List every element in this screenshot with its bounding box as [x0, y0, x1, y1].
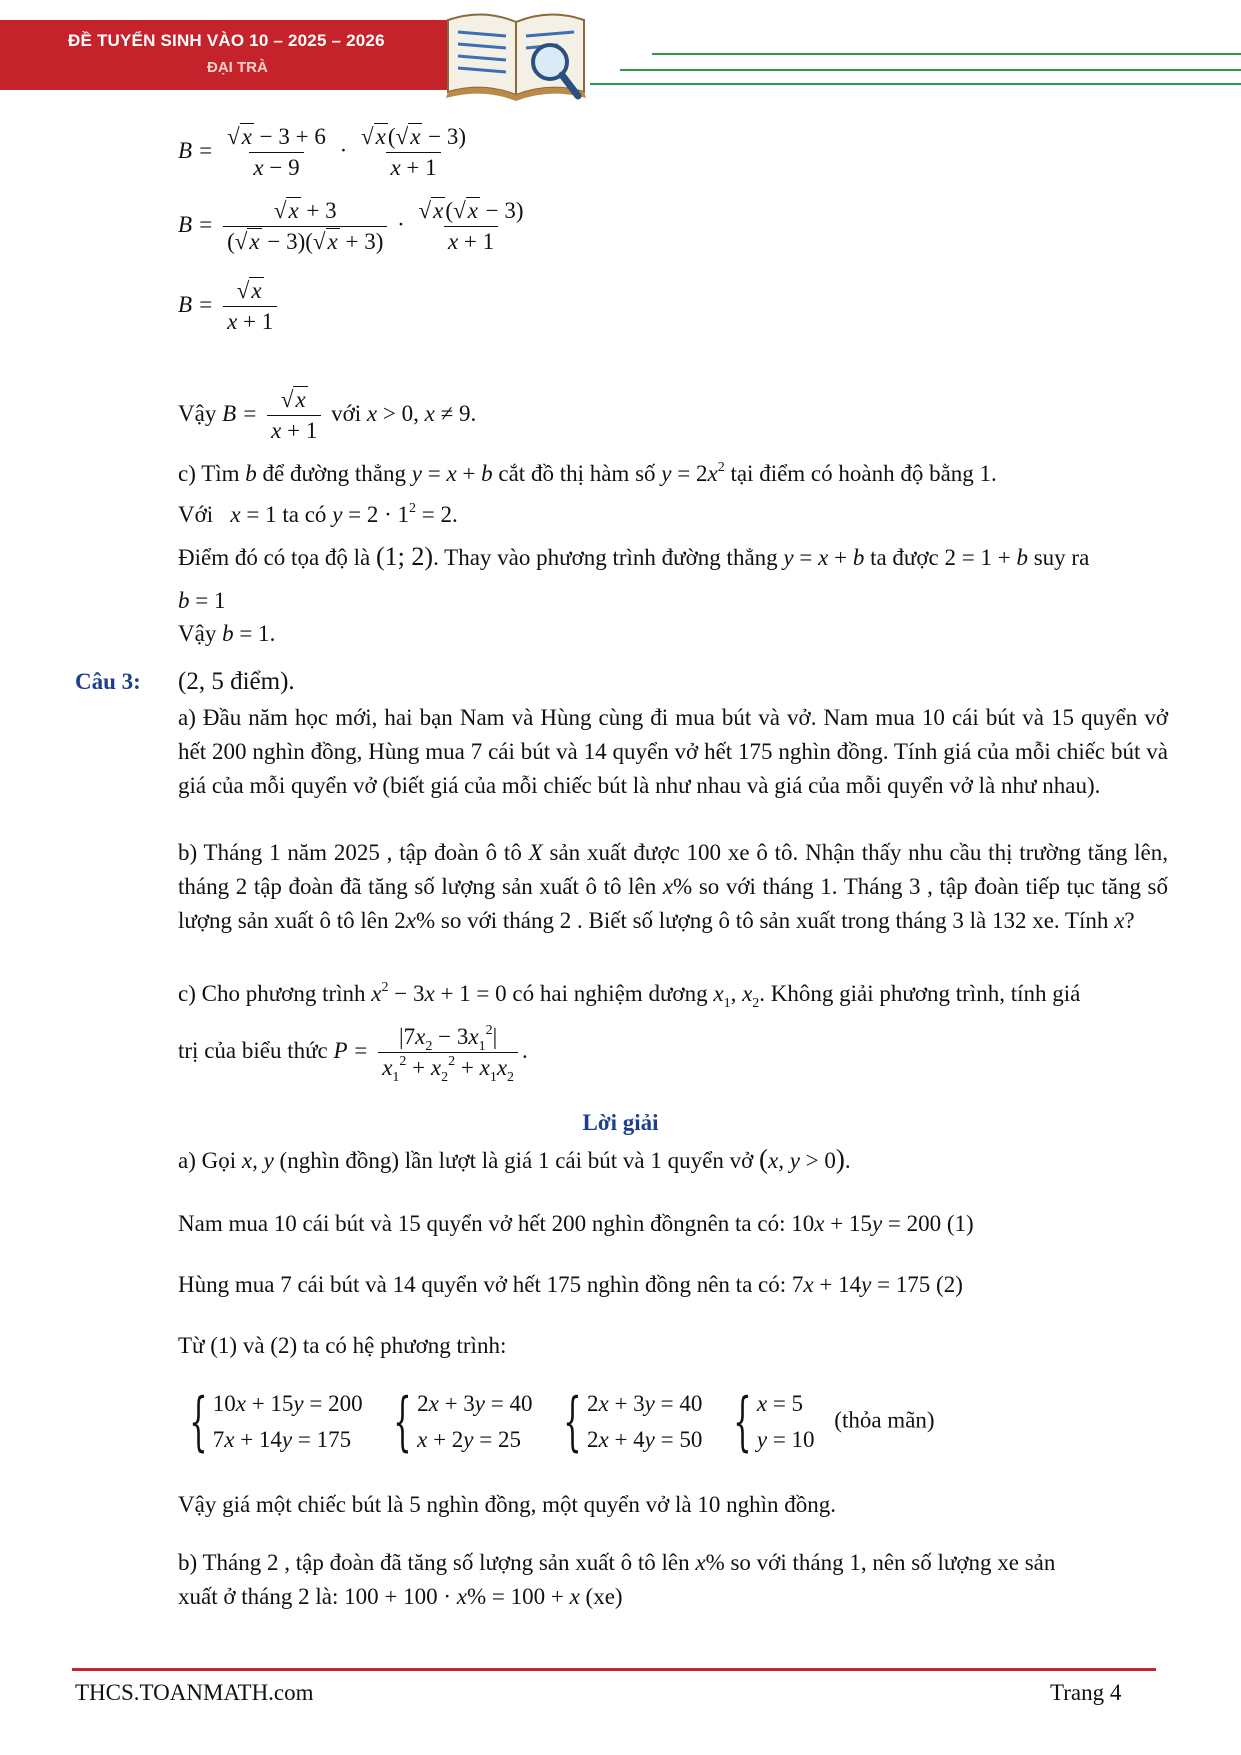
header-subtitle: ĐẠI TRÀ [207, 59, 268, 76]
footer-rule [72, 1668, 1156, 1671]
footer-site: THCS.TOANMATH.com [75, 1680, 314, 1705]
solution-system-intro: Từ (1) và (2) ta có hệ phương trình: [178, 1333, 507, 1358]
question-c-prev: c) Tìm b để đường thẳng y = x + b cắt đồ thị hàm số $y = 2x^2$ tại điểm có hoành độ bằng 1. [178, 460, 997, 486]
solution-systems: { 10x + 15y = 200 7x + 14y = 175 { 2x + 3y = 40 x + 2y = 25 { 2x + 3y = 40 2x + 4y = 50 { x = 5 y = 10 (thỏa mãn) [189, 1385, 935, 1459]
header-banner [0, 20, 470, 90]
solution-b-cont: xuất ở tháng 2 là: 100 + 100 · x% = 100 + x (xe) [178, 1584, 623, 1609]
b-conclusion: Vậy B = $\frac{√x}{x + 1}$ với x > 0, x ≠ 9. [178, 385, 1168, 446]
question-part-b: b) Tháng 1 năm 2025 , tập đoàn ô tô X sản xuất được 100 xe ô tô. Nhận thấy nhu cầu thị trường tăng lên, tháng 2 tập đoàn đã tăng số lượng sản xuất ô tô lên x% so với tháng 1. Tháng 3 , tập đoàn tiếp tục tăng số lượng sản xuất ô tô lên 2x% so với tháng 2 . Biết số lượng ô tô sản xuất trong tháng 3 là 132 xe. Tính x? [178, 840, 1169, 933]
equation-b-step1: B = $\frac{√x - 3 + 6}{x - 9}$ · $\frac{√x(√x - 3)}{x + 1}$ [178, 122, 1168, 183]
solution-a-conclusion: Vậy giá một chiếc bút là 5 nghìn đồng, một quyển vở là 10 nghìn đồng. [178, 1492, 836, 1517]
solution-nam: Nam mua 10 cái bút và 15 quyển vở hết 200 nghìn đồngnên ta có: 10x + 15y = 200 (1) [178, 1211, 974, 1236]
question-label: Câu 3: [75, 669, 141, 694]
b-equals-line: b = 1 [178, 588, 226, 613]
equation-b-step2: B = $\frac{√x + 3}{(√x - 3)(√x + 3)}$ · $\frac{√x(√x - 3)}{x + 1}$ [178, 196, 1168, 257]
question-part-c-expr: trị của biểu thức P = $\frac{|7x_2 - 3x_1^2|}{x_1^2 + x_2^2 + x_1x_2}$ . [178, 1023, 528, 1085]
question-part-c: c) Cho phương trình $x^2 - 3x + 1 = 0$ có hai nghiệm dương $x_1$, $x_2$. Không giải phương trình, tính giá [178, 980, 1081, 1011]
solution-heading: Lời giải [582, 1110, 659, 1135]
equation-b-step3: B = $\frac{√x}{x + 1}$ [178, 276, 1168, 337]
solution-a-intro: a) Gọi x, y (nghìn đồng) lần lượt là giá 1 cái bút và 1 quyển vở (x, y > 0). [178, 1144, 851, 1174]
header-rule [652, 53, 1241, 55]
header-rule [590, 83, 1241, 85]
book-magnifier-icon [438, 0, 598, 105]
footer-page-number: Trang 4 [1050, 1680, 1122, 1705]
with-line: Với x = 1 ta có $y = 2 \cdot 1^2 = 2$. [178, 501, 458, 527]
solution-b: b) Tháng 2 , tập đoàn đã tăng số lượng sản xuất ô tô lên x% so với tháng 1, nên số lượng xe sản [178, 1550, 1056, 1575]
point-line: Điểm đó có tọa độ là (1; 2). Thay vào phương trình đường thẳng y = x + b ta được 2 = 1 + b suy ra [178, 542, 1090, 571]
question-points: (2, 5 điểm). [178, 668, 295, 695]
b-final: Vậy b = 1. [178, 621, 276, 646]
header-title: ĐỀ TUYỂN SINH VÀO 10 – 2025 – 2026 [68, 31, 385, 50]
solution-hung: Hùng mua 7 cái bút và 14 quyển vở hết 175 nghìn đồng nên ta có: 7x + 14y = 175 (2) [178, 1272, 963, 1297]
question-part-a: a) Đầu năm học mới, hai bạn Nam và Hùng cùng đi mua bút và vở. Nam mua 10 cái bút và 15 quyển vở hết 200 nghìn đồng, Hùng mua 7 cái bút và 14 quyển vở hết 175 nghìn đồng. Tính giá của mỗi chiếc bút và giá của mỗi quyển vở (biết giá của mỗi chiếc bút là như nhau và giá của mỗi quyển vở là như nhau). [178, 705, 1168, 798]
header-rule [620, 69, 1241, 71]
